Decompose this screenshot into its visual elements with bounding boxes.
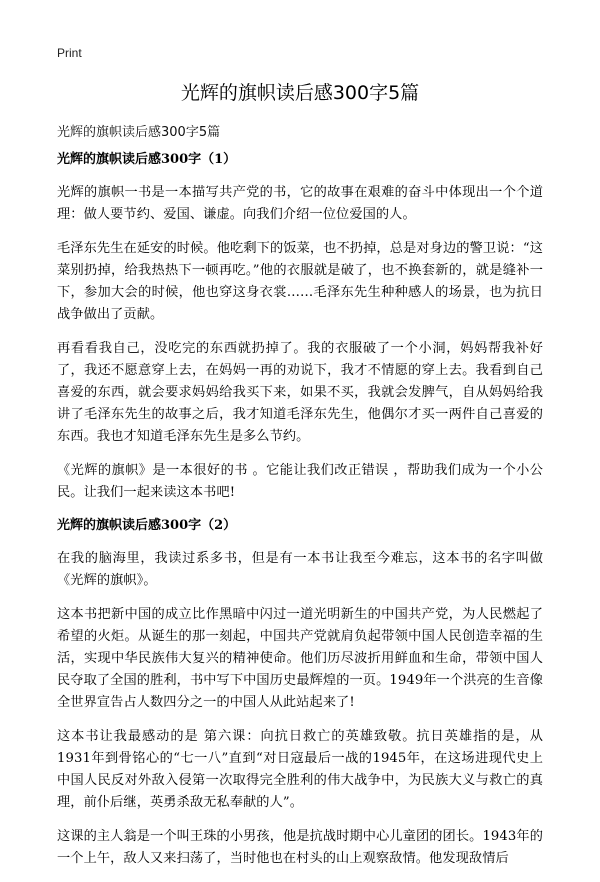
paragraph: 这本书把新中国的成立比作黑暗中闪过一道光明新生的中国共产党，为人民燃起了希望的火炬。从诞生的那一刻起，中国共产党就肩负起带领中国人民创造幸福的生活，实现中华民族伟大复兴的精神使命。他们历尽波折用鲜血和生命，带领中国人民夺取了全国的胜利，书中写下中国历史最辉煌的一页。1949年一个洪亮的生音像全世界宣告占人数四分之一的中国人从此站起来了! [57,607,543,710]
paragraph: 这课的主人翁是一个叫王珠的小男孩，他是抗战时期中心儿童团的团长。1943年的一个上午，敌人又来扫荡了，当时他也在村头的山上观察敌情。他发现敌情后 [57,829,543,866]
section-2-heading: 光辉的旗帜读后感300字（2） [57,518,237,533]
paragraph: 光辉的旗帜一书是一本描写共产党的书，它的故事在艰难的奋斗中体现出一个个道理：做人要节约、爱国、谦虚。向我们介绍一位位爱国的人。 [57,185,543,222]
article-body [57,150,543,882]
paragraph: 在我的脑海里，我读过系多书，但是有一本书让我至今难忘，这本书的名字叫做《光辉的旗帜》。 [57,551,543,588]
paragraph: 再看看我自己，没吃完的东西就扔掉了。我的衣服破了一个小洞，妈妈帮我补好了，我还不愿意穿上去，在妈妈一再的劝说下，我才不情愿的穿上去。我看到自己喜爱的东西，就会要求妈妈给我买下来，如果不买，我就会发脾气，自从妈妈给我讲了毛泽东先生的故事之后，我才知道毛泽东先生，他偶尔才买一两件自己喜爱的东西。我也才知道毛泽东先生是多么节约。 [57,341,543,444]
paragraph: 毛泽东先生在延安的时候。他吃剩下的饭菜，也不扔掉，总是对身边的警卫说：“这菜别扔掉，给我热热下一顿再吃。”他的衣服就是破了，也不换套新的，就是缝补一下，参加大会的时候，他也穿这身衣裳……毛泽东先生种种感人的场景，也为抗日战争做出了贡献。 [57,241,543,322]
article-subtitle: 光辉的旗帜读后感300字5篇 [57,125,221,140]
print-link[interactable]: Print [57,46,82,60]
paragraph: 这本书让我最感动的是 第六课：向抗日救亡的英雄致敬。抗日英雄指的是，从1931年到骨铭心的“七一八”直到“对日寇最后一战的1945年，在这场进现代史上中国人民反对外敌入侵第一次取得完全胜利的伟大战争中，为民族大义与救亡的真理，前仆后继，英勇杀敌无私奉献的人”。 [57,729,543,810]
paragraph: 《光辉的旗帜》是一本很好的书 。它能让我们改正错误 ，帮助我们成为一个小公民。让我们一起来读这本书吧! [57,463,543,500]
section-1-heading: 光辉的旗帜读后感300字（1） [57,152,237,167]
page-title: 光辉的旗帜读后感300字5篇 [180,82,420,104]
